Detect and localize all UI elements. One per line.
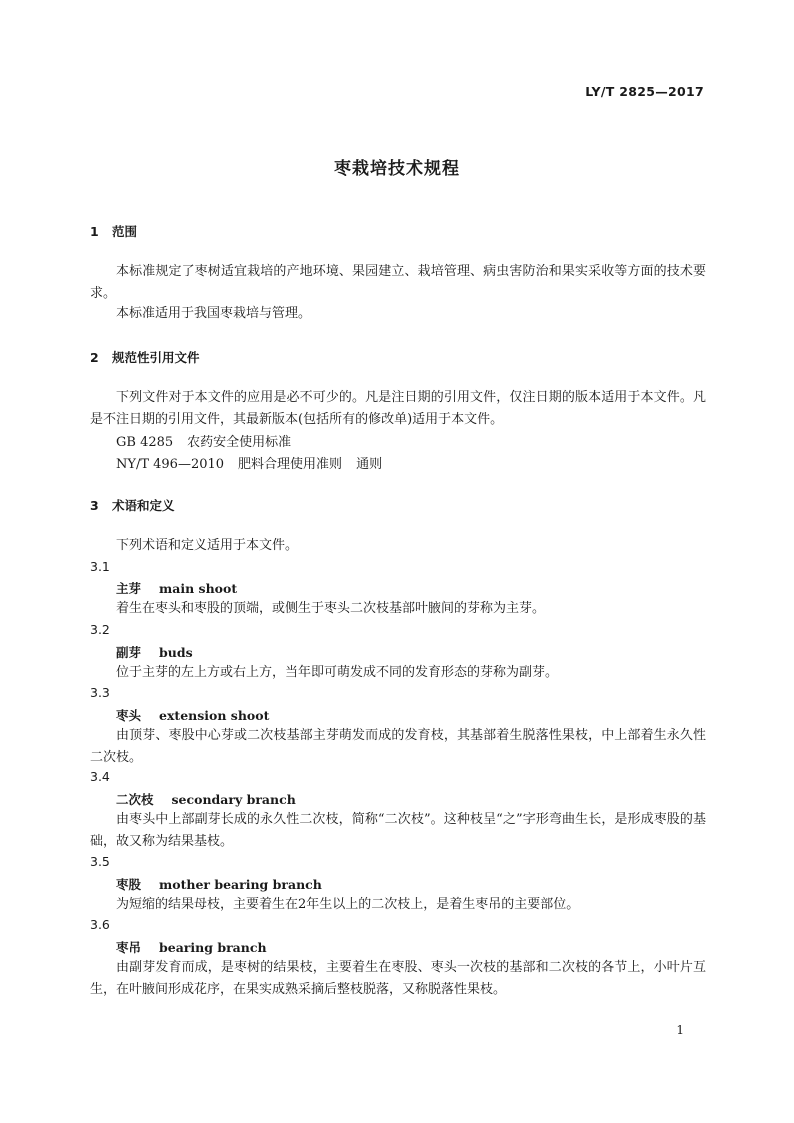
term-title — [116, 579, 237, 597]
term-title — [116, 643, 193, 661]
paragraph: 下列术语和定义适用于本文件。 — [116, 538, 299, 553]
term-zh: 二次枝 — [116, 792, 154, 807]
reference-item — [116, 453, 382, 472]
term-en: buds — [159, 645, 193, 660]
term-title — [116, 706, 269, 724]
section-2-heading — [90, 348, 200, 366]
term-definition: 着生在枣头和枣股的顶端，或侧生于枣头二次枝基部叶腋间的芽称为主芽。 — [116, 601, 546, 616]
term-definition: 由副芽发育而成，是枣树的结果枝，主要着生在枣股、枣头一次枝的基部和二次枝的各节上，小叶片互生，在叶腋间形成花序，在果实成熟采摘后整枝脱落，又称脱落性果枝。 — [90, 960, 706, 997]
term-definition: 由枣头中上部副芽长成的永久性二次枝，简称“二次枝”。这种枝呈“之”字形弯曲生长，是形成枣股的基础，故又称为结果基枝。 — [90, 812, 706, 849]
section-title: 规范性引用文件 — [112, 350, 200, 365]
standard-code: LY/T 2825—2017 — [585, 84, 704, 99]
term-title — [116, 875, 322, 893]
term-en: bearing branch — [159, 940, 267, 955]
reference-name: 农药安全使用标准 — [187, 435, 292, 450]
reference-name: 肥料合理使用准则 — [238, 457, 343, 472]
reference-item — [116, 431, 291, 450]
section-title: 术语和定义 — [112, 498, 175, 513]
term-definition: 为短缩的结果母枝，主要着生在2年生以上的二次枝上，是着生枣吊的主要部位。 — [116, 897, 580, 912]
term-zh: 枣吊 — [116, 940, 142, 955]
term-definition: 位于主芽的左上方或右上方，当年即可萌发成不同的发育形态的芽称为副芽。 — [116, 665, 559, 680]
term-number: 3.4 — [90, 769, 110, 784]
section-number: 2 — [90, 350, 99, 365]
section-3-heading — [90, 496, 175, 514]
term-number: 3.1 — [90, 559, 110, 574]
term-zh: 枣头 — [116, 708, 142, 723]
term-number: 3.5 — [90, 854, 110, 869]
term-en: extension shoot — [159, 708, 270, 723]
section-title: 范围 — [112, 224, 138, 239]
document-title: 枣栽培技术规程 — [334, 159, 460, 179]
section-number: 3 — [90, 498, 99, 513]
term-en: mother bearing branch — [159, 877, 322, 892]
section-number: 1 — [90, 224, 99, 239]
section-1-heading — [90, 222, 137, 240]
term-number: 3.2 — [90, 622, 110, 637]
paragraph: 本标准适用于我国枣栽培与管理。 — [116, 306, 312, 321]
term-title — [116, 938, 267, 956]
term-definition: 由顶芽、枣股中心芽或二次枝基部主芽萌发而成的发育枝，其基部着生脱落性果枝，中上部着生永久性二次枝。 — [90, 728, 706, 765]
reference-suffix: 通则 — [356, 457, 383, 472]
term-zh: 副芽 — [116, 645, 142, 660]
term-number: 3.3 — [90, 685, 110, 700]
term-number: 3.6 — [90, 917, 110, 932]
term-zh: 主芽 — [116, 581, 142, 596]
reference-code: NY/T 496—2010 — [116, 457, 225, 472]
term-en: main shoot — [159, 581, 238, 596]
paragraph: 下列文件对于本文件的应用是必不可少的。凡是注日期的引用文件，仅注日期的版本适用于本文件。凡是不注日期的引用文件，其最新版本(包括所有的修改单)适用于本文件。 — [90, 390, 706, 427]
term-en: secondary branch — [171, 792, 296, 807]
reference-code: GB 4285 — [116, 435, 174, 450]
term-title — [116, 790, 296, 808]
page-number: 1 — [676, 1023, 684, 1037]
paragraph: 本标准规定了枣树适宜栽培的产地环境、果园建立、栽培管理、病虫害防治和果实采收等方面的技术要求。 — [90, 264, 706, 301]
term-zh: 枣股 — [116, 877, 142, 892]
